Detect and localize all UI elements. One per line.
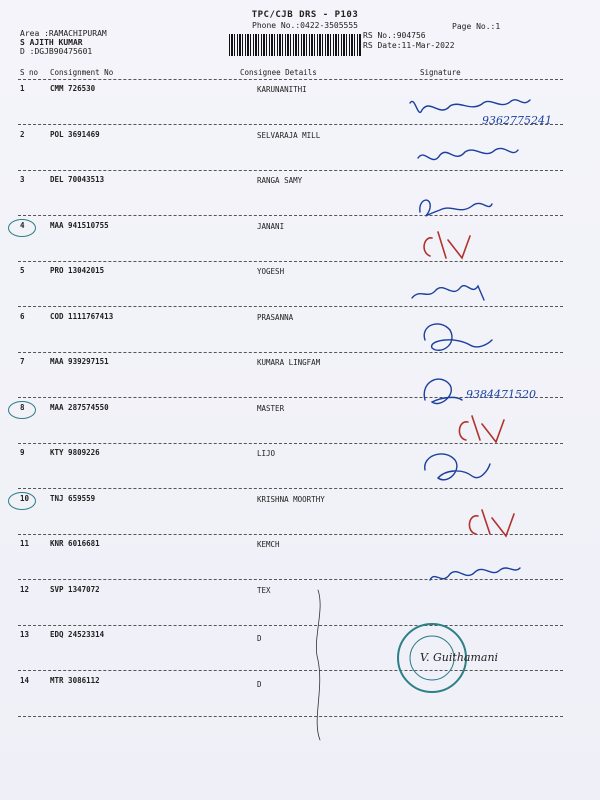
row-number: 5 bbox=[20, 266, 25, 275]
consignment-number: PRO 13042015 bbox=[50, 266, 105, 275]
consignee-name: KARUNANITHI bbox=[257, 85, 307, 94]
consignment-number: KTY 9809226 bbox=[50, 448, 100, 457]
consignment-number: MAA 941510755 bbox=[50, 221, 109, 230]
staff-name: S AJITH KUMAR bbox=[20, 38, 83, 47]
consignment-number: POL 3691469 bbox=[50, 130, 100, 139]
drs-id: D :DGJB90475601 bbox=[20, 47, 93, 56]
col-header-sno: S no bbox=[20, 68, 39, 77]
consignment-number: COD 1111767413 bbox=[50, 312, 114, 321]
phone-number: Phone No.:0422-3505555 bbox=[252, 21, 358, 30]
rs-number: RS No.:904756 bbox=[363, 31, 426, 40]
consignee-name: LIJO bbox=[257, 449, 276, 458]
consignee-name: KEMCH bbox=[257, 540, 280, 549]
row-number: 6 bbox=[20, 312, 25, 321]
row-number: 4 bbox=[20, 221, 25, 230]
consignee-name: KUMARA LINGFAM bbox=[257, 358, 321, 367]
consignment-number: SVP 1347072 bbox=[50, 585, 100, 594]
area-label: Area :RAMACHIPURAM bbox=[20, 29, 107, 38]
consignee-name: D bbox=[257, 680, 262, 689]
row-number: 7 bbox=[20, 357, 25, 366]
row-number: 8 bbox=[20, 403, 25, 412]
handwritten-phone-7: 9384471520 bbox=[466, 388, 536, 401]
row-number: 12 bbox=[20, 585, 30, 594]
pen-stroke bbox=[316, 590, 320, 740]
consignee-name: PRASANNA bbox=[257, 313, 294, 322]
signature-2 bbox=[418, 148, 518, 159]
col-header-consignment: Consignment No bbox=[50, 68, 114, 77]
consignment-number: DEL 70043513 bbox=[50, 175, 105, 184]
consignee-name: RANGA SAMY bbox=[257, 176, 303, 185]
consignment-number: KNR 6016681 bbox=[50, 539, 100, 548]
row-number: 9 bbox=[20, 448, 25, 457]
row-number: 11 bbox=[20, 539, 30, 548]
stamp-signature: V. Guithamani bbox=[420, 651, 499, 664]
signature-7 bbox=[424, 379, 462, 403]
consignment-number: MAA 939297151 bbox=[50, 357, 109, 366]
consignee-name: D bbox=[257, 634, 262, 643]
consignee-name: SELVARAJA MILL bbox=[257, 131, 321, 140]
row-number: 3 bbox=[20, 175, 25, 184]
consignment-number: MTR 3086112 bbox=[50, 676, 100, 685]
sheet-title: TPC/CJB DRS - P103 bbox=[251, 10, 359, 20]
page-number: Page No.:1 bbox=[452, 22, 501, 31]
col-header-consignee: Consignee Details bbox=[240, 68, 317, 77]
row-number: 2 bbox=[20, 130, 25, 139]
consignment-number: EDQ 24523314 bbox=[50, 630, 105, 639]
col-header-signature: Signature bbox=[420, 68, 461, 77]
consignment-number: TNJ 659559 bbox=[50, 494, 96, 503]
consignment-number: MAA 287574550 bbox=[50, 403, 109, 412]
row-number: 10 bbox=[20, 494, 30, 503]
signature-3 bbox=[420, 200, 492, 216]
consignee-name: KRISHNA MOORTHY bbox=[257, 495, 325, 504]
signature-9 bbox=[425, 454, 490, 480]
row-number: 13 bbox=[20, 630, 30, 639]
consignment-number: CMM 726530 bbox=[50, 84, 96, 93]
row-number: 14 bbox=[20, 676, 30, 685]
row-number: 1 bbox=[20, 84, 25, 93]
consignee-name: MASTER bbox=[257, 404, 285, 413]
signature-6 bbox=[424, 324, 492, 350]
consignee-name: YOGESH bbox=[257, 267, 285, 276]
consignee-name: TEX bbox=[257, 586, 271, 595]
rs-date: RS Date:11-Mar-2022 bbox=[363, 41, 455, 50]
signature-11 bbox=[430, 568, 520, 580]
handwritten-phone-1: 9362775241 bbox=[482, 114, 552, 127]
consignee-name: JANANI bbox=[257, 222, 285, 231]
